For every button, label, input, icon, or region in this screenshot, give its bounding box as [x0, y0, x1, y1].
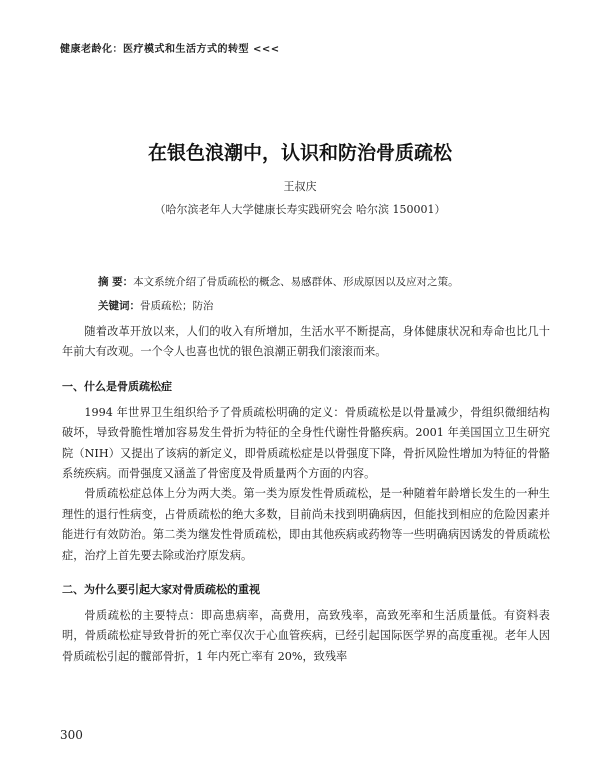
article-body — [62, 322, 550, 667]
paragraph: 1994 年世界卫生组织给予了骨质疏松明确的定义：骨质疏松是以骨量减少，骨组织微细结构破坏，导致骨脆性增加容易发生骨折为特征的全身性代谢性骨骼疾病。2001 年美国国立卫生研究院（NIH）又提出了该病的新定义，即骨质疏松症是以骨强度下降，骨折风险性增加为特征的骨骼系统疾病。而骨强度又涵盖了骨密度及骨质量两个方面的内容。 — [62, 405, 550, 481]
section-heading-1: 一、什么是骨质疏松症 — [62, 379, 172, 393]
abstract — [98, 274, 548, 289]
keywords-text: 骨质疏松；防治 — [140, 300, 214, 312]
author: 王叔庆 — [283, 180, 317, 193]
keywords — [98, 298, 548, 313]
abstract-text: 本文系统介绍了骨质疏松的概念、易感群体、形成原因以及应对之策。 — [133, 276, 459, 288]
article-title: 在银色浪潮中，认识和防治骨质疏松 — [147, 142, 452, 164]
keywords-label: 关键词： — [98, 300, 140, 312]
abstract-label: 摘 要： — [98, 276, 134, 288]
page-number: 300 — [60, 728, 83, 742]
section-heading-2: 二、为什么要引起大家对骨质疏松的重视 — [62, 583, 260, 597]
paragraph: 骨质疏松的主要特点：即高患病率，高费用，高致残率，高致死率和生活质量低。有资料表明，骨质疏松症导致骨折的死亡率仅次于心血管疾病，已经引起国际医学界的高度重视。老年人因骨质疏松引起的髋部骨折，1 年内死亡率有 20%，致残率 — [62, 609, 550, 663]
running-header: 健康老龄化：医疗模式和生活方式的转型 <<< — [60, 44, 280, 55]
affiliation: （哈尔滨老年人大学健康长寿实践研究会 哈尔滨 150001） — [154, 203, 446, 216]
intro-paragraph: 随着改革开放以来，人们的收入有所增加，生活水平不断提高，身体健康状况和寿命也比几十年前大有改观。一个令人也喜也忧的银色浪潮正朝我们滚滚而来。 — [62, 325, 550, 359]
paragraph: 骨质疏松症总体上分为两大类。第一类为原发性骨质疏松，是一种随着年龄增长发生的一种生理性的退行性病变，占骨质疏松的绝大多数，目前尚未找到明确病因，但能找到相应的危险因素并能进行有效防治。第二类为继发性骨质疏松，即由其他疾病或药物等一些明确病因诱发的骨质疏松症，治疗上首先要去除或治疗原发病。 — [62, 487, 550, 562]
